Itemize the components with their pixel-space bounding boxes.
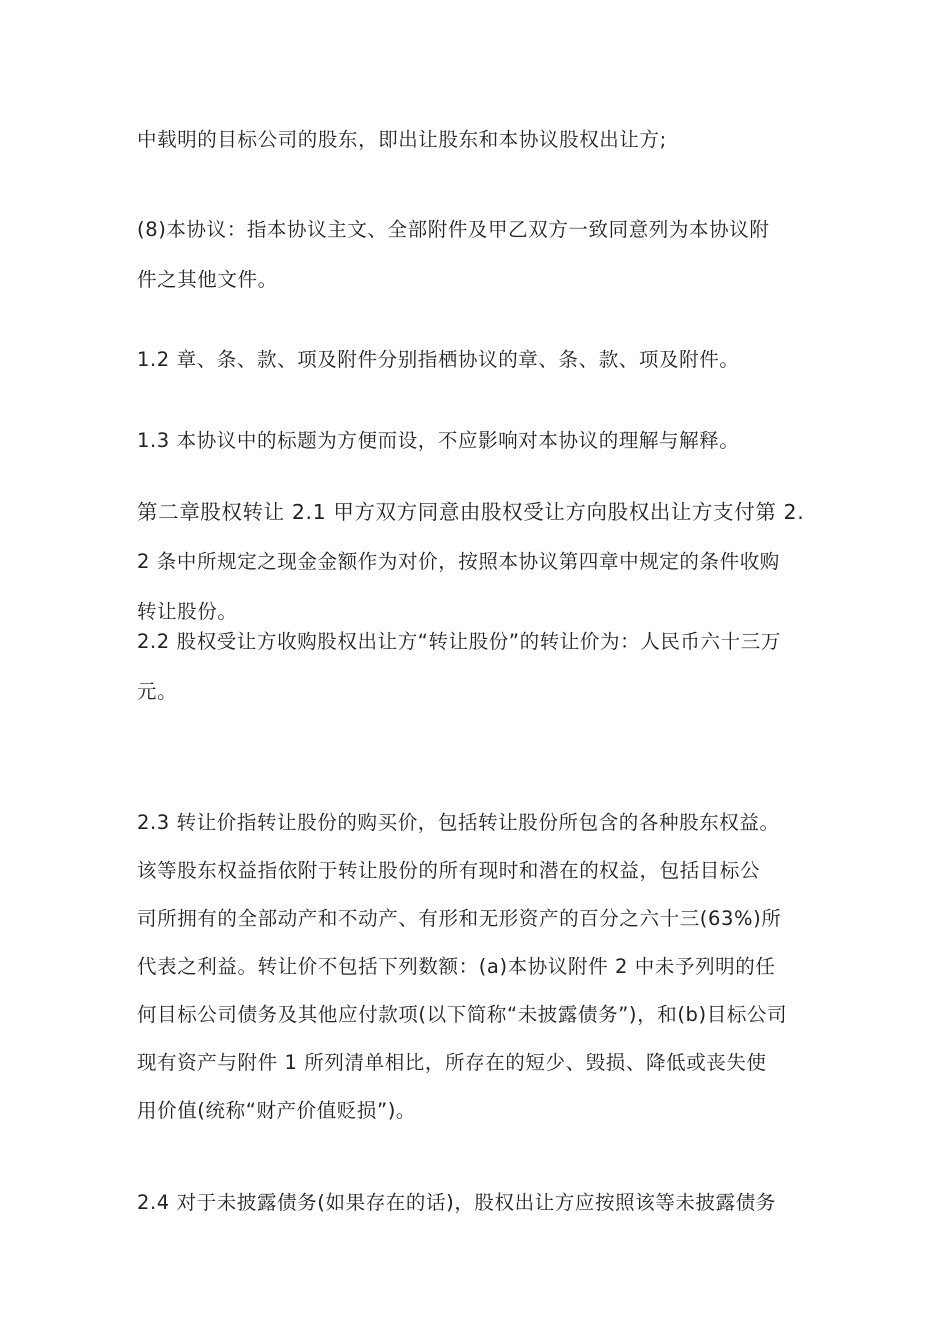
text-line: 现有资产与附件 1 所列清单相比，所存在的短少、毁损、降低或丧失使 [137, 1051, 767, 1074]
text-line: 何目标公司债务及其他应付款项(以下简称“未披露债务”)，和(b)目标公司 [137, 1003, 788, 1026]
text-line: 中载明的目标公司的股东，即出让股东和本协议股权出让方; [137, 128, 667, 151]
text-line: (8)本协议：指本协议主文、全部附件及甲乙双方一致同意列为本协议附 [137, 218, 770, 241]
text-line: 1.3 本协议中的标题为方便而设，不应影响对本协议的理解与解释。 [137, 429, 740, 452]
text-line: 2.2 股权受让方收购股权出让方“转让股份”的转让价为：人民币六十三万 [137, 630, 781, 653]
text-line: 件之其他文件。 [137, 268, 278, 291]
text-line: 用价值(统称“财产价值贬损”)。 [137, 1099, 417, 1122]
text-line: 该等股东权益指依附于转让股份的所有现时和潜在的权益，包括目标公 [137, 859, 761, 882]
paragraph-clause-2-2 [137, 617, 817, 717]
text-line: 1.2 章、条、款、项及附件分别指栖协议的章、条、款、项及附件。 [137, 348, 740, 371]
text-line: 司所拥有的全部动产和不动产、有形和无形资产的百分之六十三(63%)所 [137, 907, 782, 930]
paragraph-clause-1-2 [137, 335, 817, 385]
text-line: 第二章股权转让 2.1 甲方双方同意由股权受让方向股权出让方支付第 2. [137, 500, 805, 524]
text-line: 2.3 转让价指转让股份的购买价，包括转让股份所包含的各种股东权益。 [137, 811, 780, 834]
text-line: 2 条中所规定之现金金额作为对价，按照本协议第四章中规定的条件收购 [137, 550, 780, 573]
text-line: 转让股份。 [137, 600, 238, 623]
text-line: 2.4 对于未披露债务(如果存在的话)，股权出让方应按照该等未披露债务 [137, 1191, 776, 1214]
paragraph-clause-2-3 [137, 798, 817, 1134]
paragraph-agreement-definition [137, 205, 817, 305]
text-line: 元。 [137, 680, 178, 703]
paragraph-shareholder-definition [137, 115, 817, 165]
paragraph-clause-1-3 [137, 416, 817, 466]
paragraph-chapter-2-clause-2-1 [137, 487, 817, 637]
paragraph-clause-2-4 [137, 1178, 817, 1228]
text-line: 代表之利益。转让价不包括下列数额：(a)本协议附件 2 中未予列明的任 [137, 955, 776, 978]
